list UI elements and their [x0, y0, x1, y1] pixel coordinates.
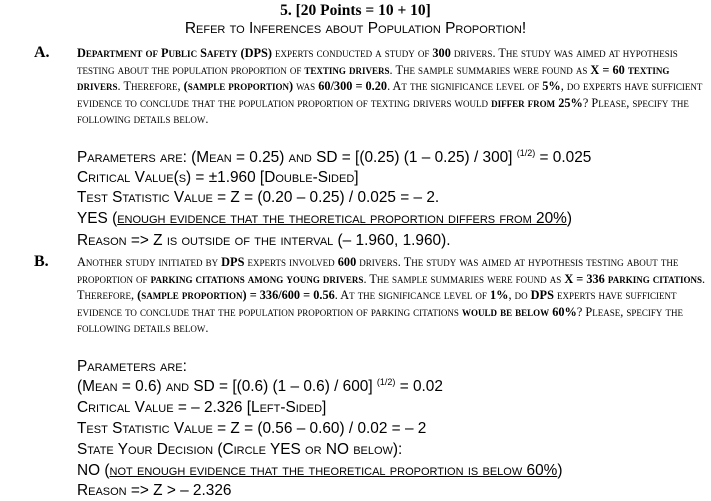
question-title: 5. [20 Points = 10 + 10] — [280, 2, 431, 19]
part-a-label: A. — [34, 44, 50, 61]
part-b-reason: Reason => Z > – 2.326 — [77, 482, 232, 499]
part-a-paragraph: Department of Public Safety (DPS) experts conducted a study of 300 drivers. The study was aimed at hypothesis testing about the population proportion of texting drivers. The sample summaries were found as X = 60 texting drivers. Therefore, (sample proportion) was 60/300 = 0.20. At the significance level of 5%, do experts have sufficient evidence to conclude that the population proportion of texting drivers would differ from 25%? Please, specify the following details below. — [77, 46, 703, 127]
part-b-parameters: (Mean = 0.6) and SD = [(0.6) (1 – 0.6) / 600] $^{(1/2)}$ = 0.02 — [77, 376, 443, 395]
part-b-label: B. — [34, 253, 49, 270]
part-b-decision: NO (not enough evidence that the theoretical proportion is below 60%) — [77, 462, 563, 479]
part-a-parameters: Parameters are: (Mean = 0.25) and SD = [(0.25) (1 – 0.25) / 300] $^{(1/2)}$ = 0.025 — [77, 147, 592, 166]
part-b-parameters-label: Parameters are: — [77, 358, 187, 375]
part-a-reason: Reason => Z is outside of the interval (– 1.960, 1.960). — [77, 232, 451, 249]
part-b-test-statistic: Test Statistic Value = Z = (0.56 – 0.60) / 0.02 = – 2 — [77, 420, 427, 437]
part-a-test-statistic: Test Statistic Value = Z = (0.20 – 0.25) / 0.025 = – 2. — [77, 189, 440, 206]
part-b-critical-value: Critical Value = – 2.326 [Left-Sided] — [77, 399, 327, 416]
question-subtitle: Refer to Inferences about Population Proportion! — [184, 20, 527, 37]
part-b-paragraph: Another study initiated by DPS experts involved 600 drivers. The study was aimed at hypothesis testing about the proportion of parking citations among young drivers. The sample summaries were found as X = 336 parking citations. Therefore, (sample proportion) = 336/600 = 0.56. At the significance level of 1%, do DPS experts have sufficient evidence to conclude that the population proportion of parking citations would be below 60%? Please, specify the following details below. — [77, 255, 706, 336]
part-a-critical-value: Critical Value(s) = ±1.960 [Double-Sided] — [77, 169, 359, 186]
part-b-state-decision: State Your Decision (Circle YES or NO below): — [77, 441, 403, 458]
part-a-decision: YES (enough evidence that the theoretical proportion differs from 20%) — [77, 210, 572, 227]
